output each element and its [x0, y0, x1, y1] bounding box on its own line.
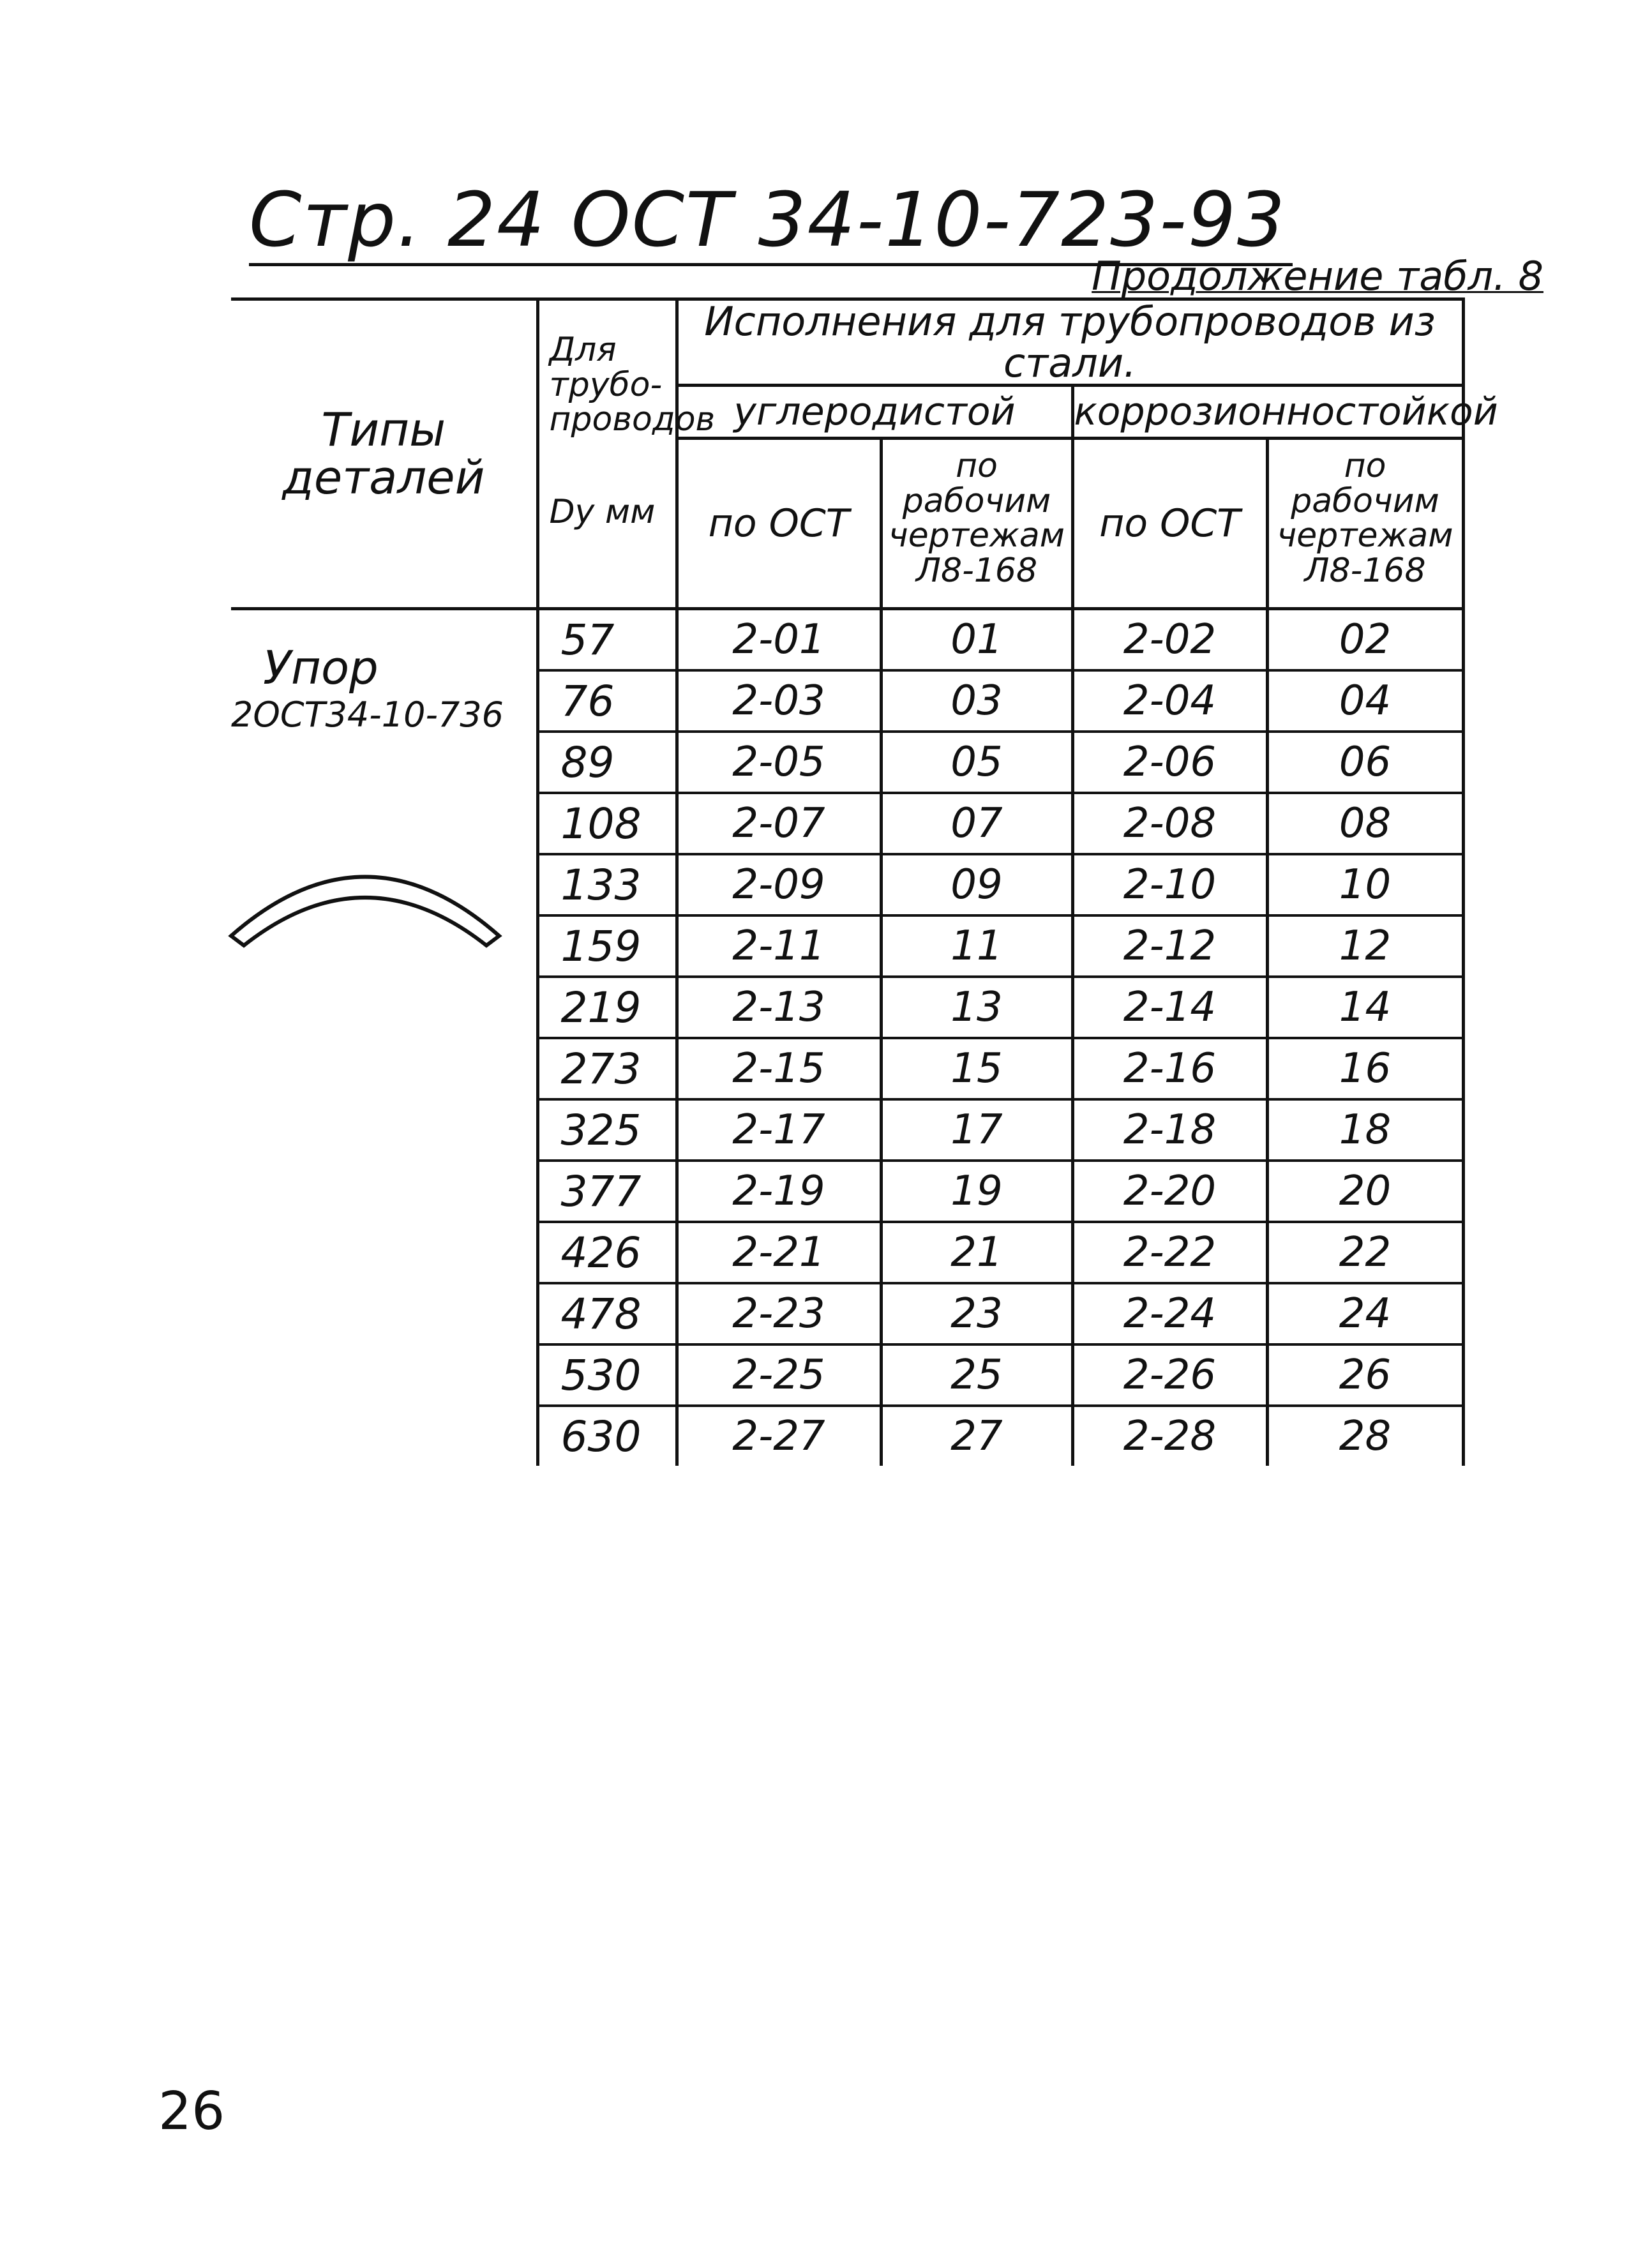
header-stainless-by-ost: по ОСТ: [1072, 439, 1267, 609]
stainless-drawing-cell: 20: [1267, 1161, 1463, 1222]
pipe-dn-cell: 273: [537, 1038, 677, 1099]
stainless-ost-cell: 2-12: [1072, 915, 1267, 977]
carbon-ost-cell: 2-19: [677, 1161, 881, 1222]
stop-arc-icon: [218, 856, 512, 965]
pipe-dn-cell: 108: [537, 793, 677, 854]
carbon-drawing-cell: 17: [881, 1099, 1072, 1161]
carbon-drawing-cell: 03: [881, 670, 1072, 732]
part-name: Упор: [263, 641, 379, 695]
pipe-dn-cell: 76: [537, 670, 677, 732]
carbon-ost-cell: 2-23: [677, 1283, 881, 1344]
carbon-ost-cell: 2-01: [677, 609, 881, 671]
carbon-ost-cell: 2-11: [677, 915, 881, 977]
pipe-dn-cell: 159: [537, 915, 677, 977]
stainless-drawing-cell: 10: [1267, 854, 1463, 915]
stainless-drawing-cell: 26: [1267, 1344, 1463, 1406]
carbon-ost-cell: 2-21: [677, 1222, 881, 1283]
pipe-dn-cell: 630: [537, 1406, 677, 1466]
carbon-drawing-cell: 13: [881, 977, 1072, 1038]
stainless-ost-cell: 2-28: [1072, 1406, 1267, 1466]
pipe-dn-cell: 426: [537, 1222, 677, 1283]
carbon-drawing-cell: 25: [881, 1344, 1072, 1406]
stainless-ost-cell: 2-04: [1072, 670, 1267, 732]
header-carbon-by-drawings: по рабочим чертежам Л8-168: [881, 439, 1072, 609]
header-versions: Исполнения для трубопроводов из стали.: [677, 299, 1463, 386]
stainless-drawing-cell: 04: [1267, 670, 1463, 732]
stainless-ost-cell: 2-14: [1072, 977, 1267, 1038]
carbon-ost-cell: 2-03: [677, 670, 881, 732]
header-part-types: Типы деталей: [231, 299, 537, 609]
part-type-cell: [231, 609, 537, 1466]
stainless-ost-cell: 2-18: [1072, 1099, 1267, 1161]
document-title: Стр. 24 ОСТ 34-10-723-93: [249, 179, 1293, 266]
stainless-drawing-cell: 24: [1267, 1283, 1463, 1344]
carbon-ost-cell: 2-17: [677, 1099, 881, 1161]
carbon-drawing-cell: 21: [881, 1222, 1072, 1283]
carbon-drawing-cell: 01: [881, 609, 1072, 671]
stainless-ost-cell: 2-08: [1072, 793, 1267, 854]
page-number: 26: [158, 2081, 225, 2142]
header-carbon-by-ost: по ОСТ: [677, 439, 881, 609]
carbon-drawing-cell: 19: [881, 1161, 1072, 1222]
stainless-drawing-cell: 16: [1267, 1038, 1463, 1099]
pipe-dn-cell: 377: [537, 1161, 677, 1222]
carbon-drawing-cell: 15: [881, 1038, 1072, 1099]
header-pipe-dn: Для трубо- проводов Dy мм: [537, 299, 677, 609]
continuation-label: Продолжение табл. 8: [1092, 253, 1543, 299]
carbon-drawing-cell: 11: [881, 915, 1072, 977]
stainless-drawing-cell: 18: [1267, 1099, 1463, 1161]
pipe-dn-cell: 325: [537, 1099, 677, 1161]
header-stainless-by-drawings: по рабочим чертежам Л8-168: [1267, 439, 1463, 609]
stainless-ost-cell: 2-24: [1072, 1283, 1267, 1344]
pipe-dn-cell: 57: [537, 609, 677, 671]
header-dn-unit: Dy мм: [549, 492, 656, 531]
stainless-ost-cell: 2-16: [1072, 1038, 1267, 1099]
stainless-drawing-cell: 14: [1267, 977, 1463, 1038]
stainless-ost-cell: 2-10: [1072, 854, 1267, 915]
stainless-ost-cell: 2-02: [1072, 609, 1267, 671]
carbon-ost-cell: 2-05: [677, 732, 881, 793]
stainless-drawing-cell: 28: [1267, 1406, 1463, 1466]
pipe-dn-cell: 530: [537, 1344, 677, 1406]
stainless-ost-cell: 2-06: [1072, 732, 1267, 793]
carbon-drawing-cell: 09: [881, 854, 1072, 915]
carbon-ost-cell: 2-15: [677, 1038, 881, 1099]
carbon-drawing-cell: 07: [881, 793, 1072, 854]
stainless-drawing-cell: 06: [1267, 732, 1463, 793]
stainless-drawing-cell: 02: [1267, 609, 1463, 671]
stainless-drawing-cell: 22: [1267, 1222, 1463, 1283]
carbon-ost-cell: 2-13: [677, 977, 881, 1038]
carbon-ost-cell: 2-07: [677, 793, 881, 854]
pipe-dn-cell: 219: [537, 977, 677, 1038]
carbon-ost-cell: 2-27: [677, 1406, 881, 1466]
carbon-ost-cell: 2-25: [677, 1344, 881, 1406]
header-carbon-steel: углеродистой: [677, 386, 1072, 439]
header-stainless-steel: коррозионностойкой: [1072, 386, 1463, 439]
parts-table: [231, 297, 1498, 1466]
carbon-drawing-cell: 27: [881, 1406, 1072, 1466]
carbon-drawing-cell: 05: [881, 732, 1072, 793]
pipe-dn-cell: 478: [537, 1283, 677, 1344]
carbon-ost-cell: 2-09: [677, 854, 881, 915]
stainless-drawing-cell: 12: [1267, 915, 1463, 977]
stainless-ost-cell: 2-20: [1072, 1161, 1267, 1222]
carbon-drawing-cell: 23: [881, 1283, 1072, 1344]
stainless-ost-cell: 2-22: [1072, 1222, 1267, 1283]
part-code: 2ОСТ34-10-736: [231, 695, 504, 735]
pipe-dn-cell: 133: [537, 854, 677, 915]
table-row: [231, 609, 1463, 671]
stainless-ost-cell: 2-26: [1072, 1344, 1267, 1406]
pipe-dn-cell: 89: [537, 732, 677, 793]
stainless-drawing-cell: 08: [1267, 793, 1463, 854]
